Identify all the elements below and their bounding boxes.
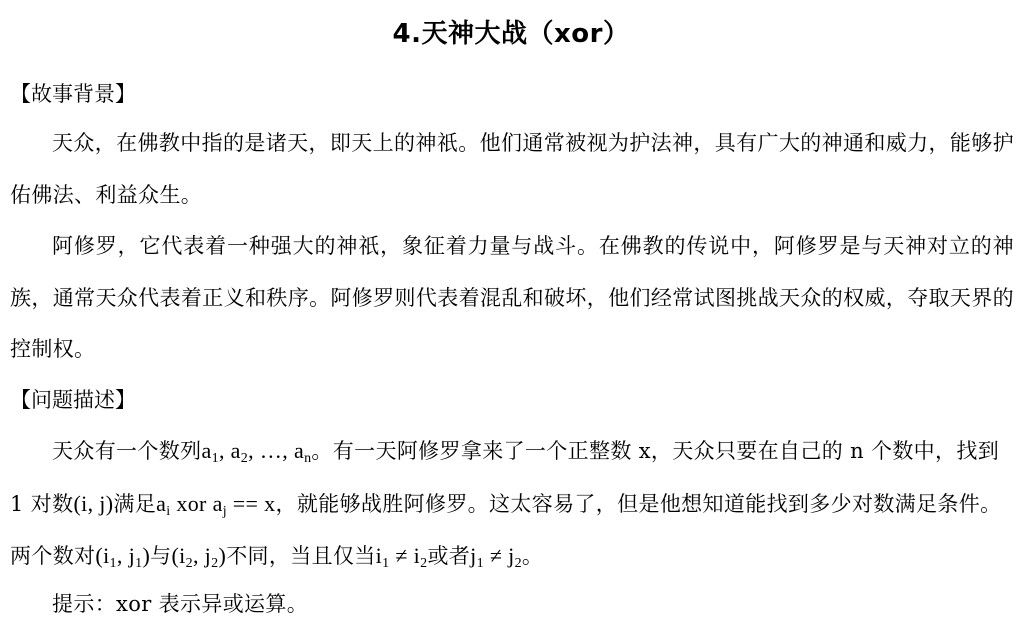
pair-2: ($i_2$, $j_2$)	[171, 543, 227, 571]
xor-condition: $a_i$ xor $a_j == x$	[156, 490, 276, 519]
story-paragraph-2: 阿修罗，它代表着一种强大的神祇，象征着力量与战斗。在佛教的传说中，阿修罗是与天神对立的神族，通常天众代表着正义和秩序。阿修罗则代表着混乱和破坏，他们经常试图挑战天众的权威，夺取天界的控制权。	[10, 234, 1014, 361]
problem-text-end: ，就能够战胜阿修罗。这太容易了，但是他想知道能找到多少对数满足条件。两个数对	[10, 491, 1002, 568]
pair-1: ($i_1$, $j_1$)	[95, 543, 151, 571]
butong-text: 不同，当且仅当	[226, 544, 376, 568]
sequence-expression: $a_1$, $a_2$, …, $a_n$	[201, 438, 312, 466]
satisfy-text: 满足	[113, 491, 157, 516]
j-neq-condition: $j_1 \ne j_2$	[470, 543, 522, 571]
problem-text-intro: 天众有一个数列	[52, 439, 202, 463]
pair-ij: (i, j)	[73, 490, 114, 516]
end-mark: 。	[521, 544, 544, 568]
problem-paragraph	[10, 425, 1014, 583]
huozhe-text: 或者	[427, 544, 471, 568]
problem-heading: 【问题描述】	[10, 388, 136, 412]
problem-text-mid: 。有一天阿修罗拿来了一个正整数 x，天众只要在自己的 n 个数中，找到 1 对数	[10, 439, 1000, 516]
hint-paragraph: 提示：xor 表示异或运算。	[52, 592, 309, 616]
yu-text: 与	[150, 544, 172, 568]
page-title: 4.天神大战（xor）	[392, 19, 630, 49]
story-heading: 【故事背景】	[10, 82, 136, 106]
i-neq-condition: $i_1 \ne i_2$	[375, 543, 428, 571]
story-paragraph-1: 天众，在佛教中指的是诸天，即天上的神祇。他们通常被视为护法神，具有广大的神通和威力，能够护佑佛法、利益众生。	[10, 131, 1014, 207]
